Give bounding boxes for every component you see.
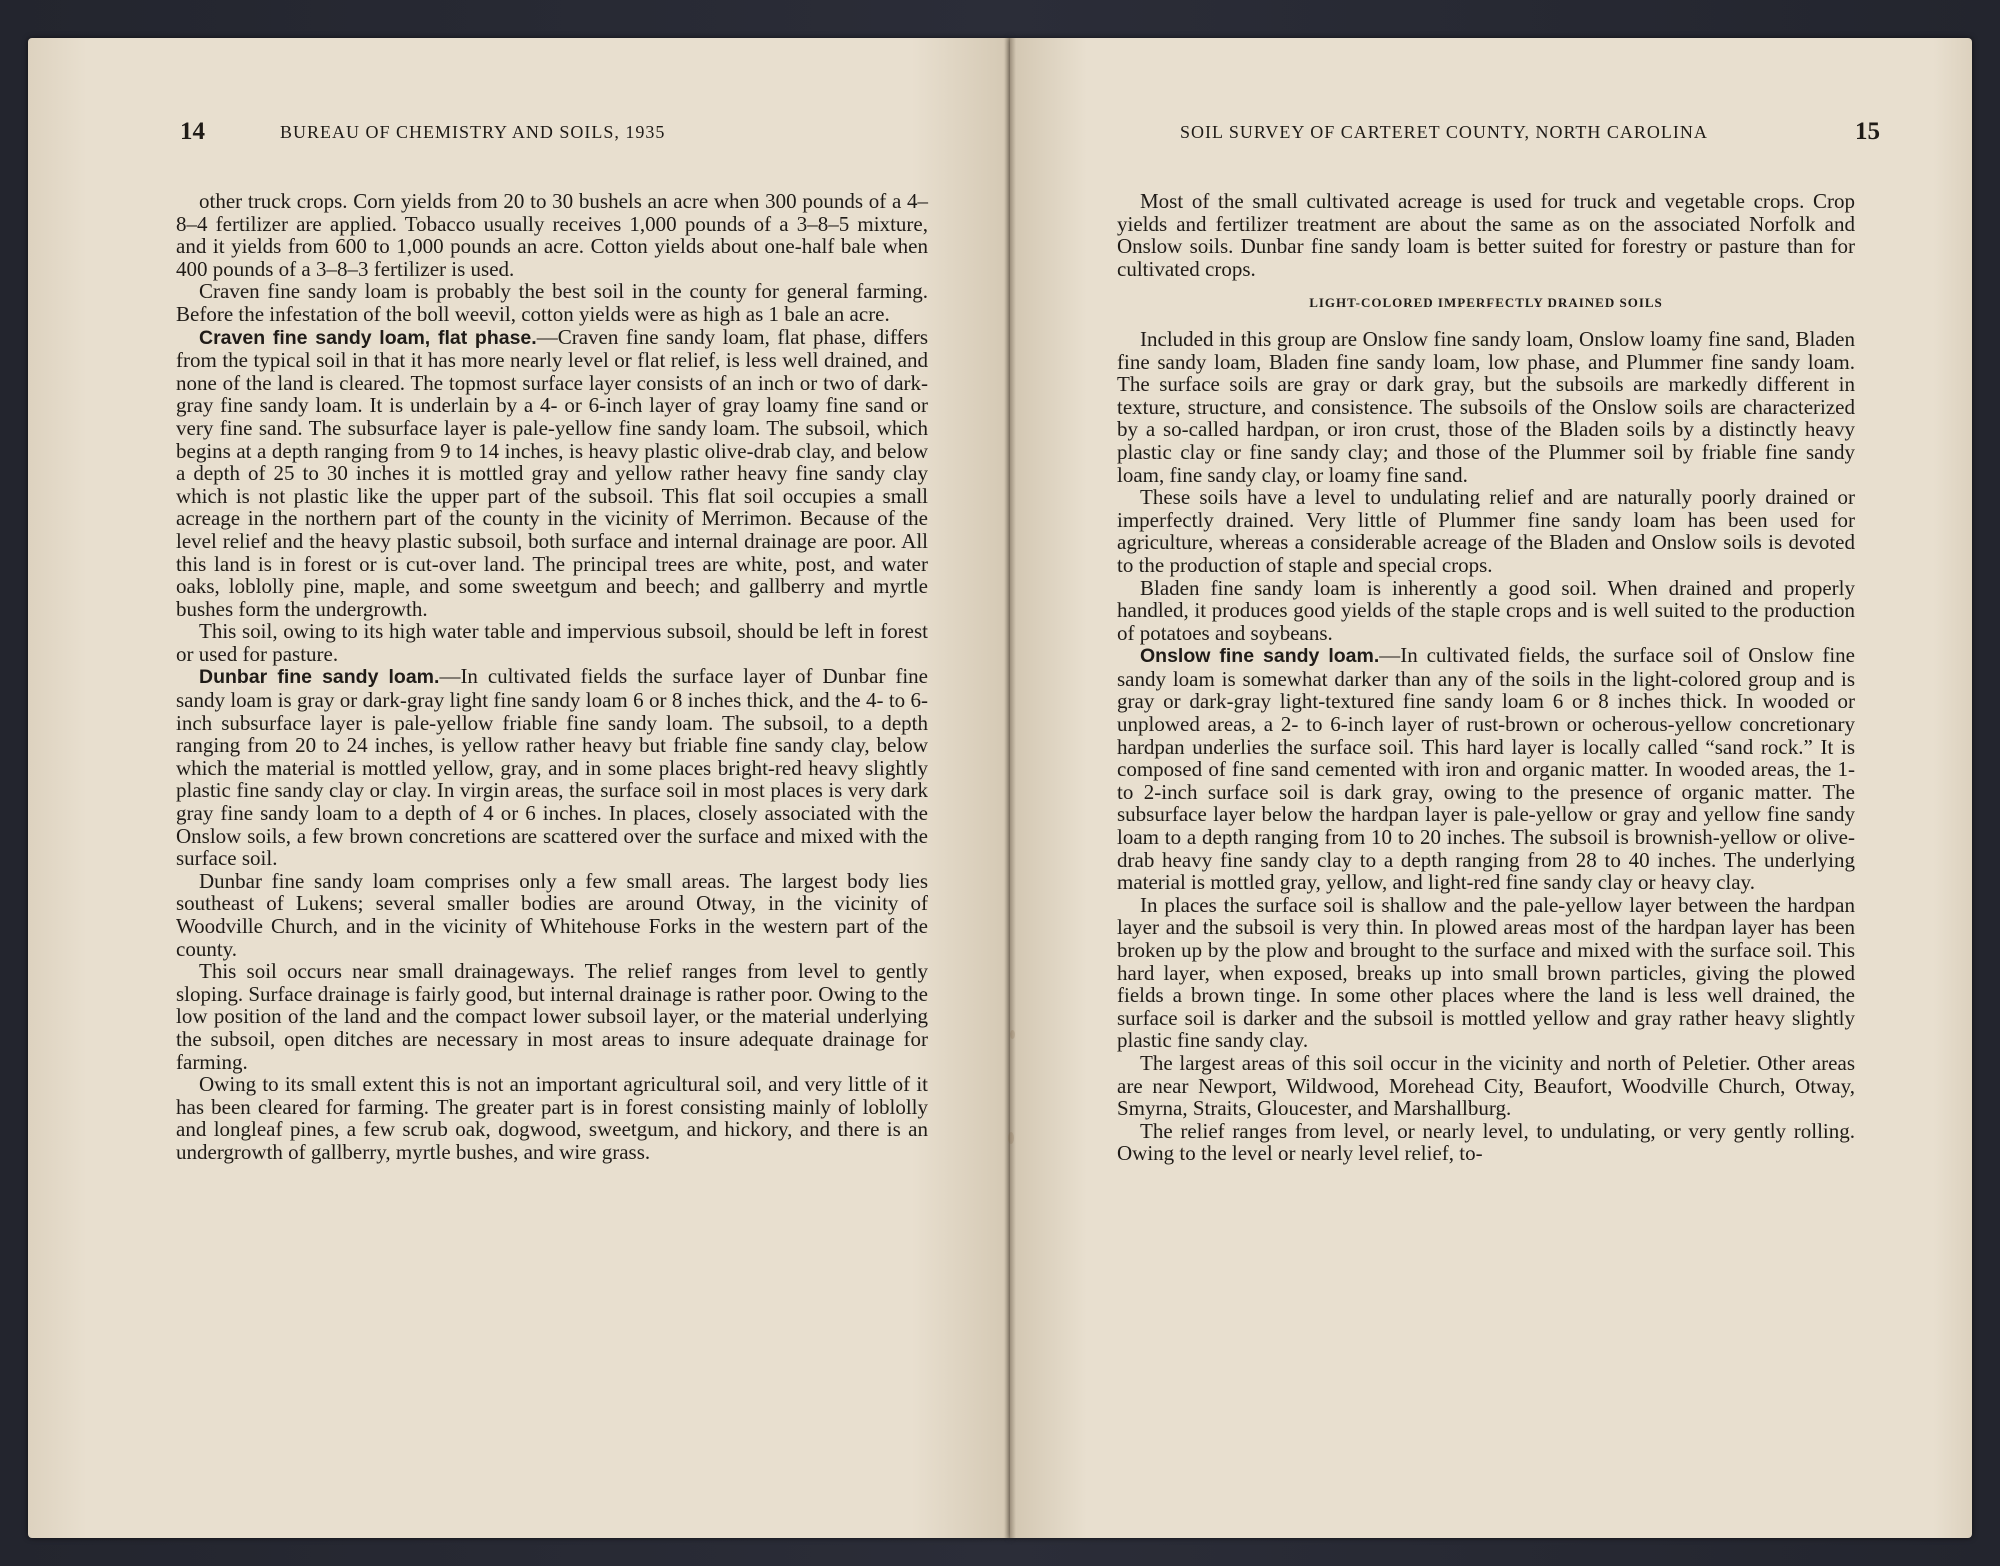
left-page	[28, 38, 1010, 1538]
paragraph	[176, 190, 928, 280]
book-gutter	[1004, 38, 1016, 1538]
paragraph-text: This soil occurs near small drainageways. The relief ranges from level to gently sloping. Surface drainage is fairly good, but internal drainage is rather poor. Owing to the low position of the land and the compact lower subsoil layer, or the material underlying the subsoil, open ditches are necessary in most areas to insure adequate drainage for farming.	[176, 959, 928, 1074]
paragraph-text: Craven fine sandy loam is probably the best soil in the county for general farming. Before the infestation of the boll weevil, cotton yields were as high as 1 bale an acre.	[176, 279, 928, 326]
paragraph	[1117, 328, 1855, 486]
paragraph-text: —Craven fine sandy loam, flat phase, differs from the typical soil in that it has more nearly level or flat relief, is less well drained, and none of the land is cleared. The topmost surface layer consists of an inch or two of dark-gray fine sandy loam. It is underlain by a 4- or 6-inch layer of gray loamy fine sand or very fine sand. The subsurface layer is pale-yellow fine sandy loam. The subsoil, which begins at a depth ranging from 9 to 14 inches, is heavy plastic olive-drab clay, and below a depth of 25 to 30 inches it is mottled gray and yellow rather heavy fine sandy clay which is not plastic like the upper part of the subsoil. This flat soil occupies a small acreage in the northern part of the county in the vicinity of Merrimon. Because of the level relief and the heavy plastic subsoil, both surface and internal drainage are poor. All this land is in forest or is cut-over land. The principal trees are white, post, and water oaks, loblolly pine, maple, and some sweetgum and beech; and gallberry and myrtle bushes form the undergrowth.	[176, 324, 929, 621]
paragraph	[176, 1073, 928, 1163]
paragraph-text: The largest areas of this soil occur in the vicinity and north of Peletier. Other areas are near Newport, Wildwood, Morehead City, Beaufort, Woodville Church, Otway, Smyrna, Straits, Gloucester, and Marshallburg.	[1117, 1050, 1855, 1121]
paper-mark	[1010, 1030, 1015, 1039]
right-running-head: SOIL SURVEY OF CARTERET COUNTY, NORTH CAROLINA	[1180, 122, 1708, 142]
right-page	[1010, 38, 1972, 1538]
right-section-paragraphs	[1117, 328, 1855, 1165]
paragraph-text: —In cultivated fields, the surface soil of Onslow fine sandy loam is somewhat darker than any of the soils in the light-colored group and is gray or dark-gray light-textured fine sandy loam 6 or 8 inches thick. In wooded or unplowed areas, a 2- to 6-inch layer of rust-brown or ocherous-yellow concretionary hardpan underlies the surface soil. This hard layer is locally called “sand rock.” It is composed of fine sand cemented with iron and organic matter. In wooded areas, the 1- to 2-inch surface soil is dark gray, owing to the presence of organic matter. The subsurface layer below the hardpan layer is pale-yellow or gray and yellow fine sandy loam to a depth ranging from 10 to 20 inches. The subsoil is brownish-yellow or olive-drab heavy fine sandy clay to a depth ranging from 28 to 40 inches. The underlying material is mottled gray, yellow, and light-red fine sandy clay or heavy clay.	[1117, 643, 1856, 895]
right-intro-paragraph: Most of the small cultivated acreage is used for truck and vegetable crops. Crop yields and fertilizer treatment are about the same as on the associated Norfolk and Onslow soils. Dunbar fine sandy loam is better suited for forestry or pasture than for cultivated crops.	[1117, 189, 1855, 281]
paragraph	[1117, 644, 1855, 894]
left-running-head: BUREAU OF CHEMISTRY AND SOILS, 1935	[280, 122, 666, 142]
paragraph	[176, 960, 928, 1073]
left-page-number: 14	[180, 118, 205, 145]
paragraph-text: other truck crops. Corn yields from 20 to 30 bushels an acre when 300 pounds of a 4–8–4 fertilizer are applied. Tobacco usually receives 1,000 pounds of a 3–8–5 mixture, and it yields from 600 to 1,000 pounds an acre. Cotton yields about one-half bale when 400 pounds of a 3–8–3 fertilizer is used.	[176, 189, 928, 281]
paragraph	[1117, 577, 1855, 645]
paragraph-text: This soil, owing to its high water table and impervious subsoil, should be left in forest or used for pasture.	[176, 619, 928, 666]
paragraph	[176, 870, 928, 960]
paragraph-lead-heading: Craven fine sandy loam, flat phase.	[199, 326, 537, 349]
left-page-body	[176, 190, 928, 1164]
paragraph	[176, 326, 928, 621]
paragraph	[1117, 486, 1855, 576]
right-page-header	[1180, 112, 1880, 152]
paragraph-text: —In cultivated fields the surface layer of Dunbar fine sandy loam is gray or dark-gray light fine sandy loam 6 or 8 inches thick, and the 4- to 6-inch subsurface layer is pale-yellow friable fine sandy loam. The subsoil, to a depth ranging from 20 to 24 inches, is yellow rather heavy but friable fine sandy clay, below which the material is mottled yellow, gray, and in some places bright-red heavy slightly plastic fine sandy clay or clay. In virgin areas, the surface soil in most places is very dark gray fine sandy loam to a depth of 4 or 6 inches. In places, closely associated with the Onslow soils, a few brown concretions are scattered over the surface and mixed with the surface soil.	[176, 664, 928, 871]
paragraph-text: In places the surface soil is shallow and the pale-yellow layer between the hardpan layer and the subsoil is very thin. In plowed areas most of the hardpan layer has been broken up by the plow and brought to the surface and mixed with the surface soil. This hard layer, when exposed, breaks up into small brown particles, giving the plowed fields a brown tinge. In some other places where the land is less well drained, the surface soil is darker and the subsoil is mottled yellow and gray rather heavy slightly plastic fine sandy clay.	[1117, 892, 1855, 1053]
section-heading: LIGHT-COLORED IMPERFECTLY DRAINED SOILS	[1309, 295, 1663, 311]
paragraph-text: Included in this group are Onslow fine sandy loam, Onslow loamy fine sand, Bladen fine sandy loam, Bladen fine sandy loam, low phase, and Plummer fine sandy loam. The surface soils are gray or dark gray, but the subsoils are markedly different in texture, structure, and consistence. The subsoils of the Onslow soils are characterized by a so-called hardpan, or iron crust, those of the Bladen soils by a distinctly heavy plastic clay or fine sandy clay; and those of the Plummer soil by friable fine sandy loam, fine sandy clay, or loamy fine sand.	[1117, 326, 1855, 487]
paragraph-text: The relief ranges from level, or nearly level, to undulating, or very gently rolling. Owing to the level or nearly level relief, to-	[1117, 1118, 1855, 1166]
paragraph-text: Dunbar fine sandy loam comprises only a few small areas. The largest body lies southeast of Lukens; several smaller bodies are around Otway, in the vicinity of Woodville Church, and in the vicinity of Whitehouse Forks in the western part of the county.	[176, 868, 928, 961]
paragraph-text: Owing to its small extent this is not an important agricultural soil, and very little of it has been cleared for farming. The greater part is in forest consisting mainly of loblolly and longleaf pines, a few scrub oak, dogwood, sweetgum, and hickory, and there is an undergrowth of gallberry, myrtle bushes, and wire grass.	[176, 1072, 928, 1164]
paragraph-text: Bladen fine sandy loam is inherently a good soil. When drained and properly handled, it produces good yields of the staple crops and is well suited to the production of potatoes and soybeans.	[1117, 575, 1855, 645]
paragraph-text: These soils have a level to undulating relief and are naturally poorly drained or imperfectly drained. Very little of Plummer fine sandy loam has been used for agriculture, whereas a considerable acreage of the Bladen and Onslow soils is devoted to the production of staple and special crops.	[1117, 485, 1855, 577]
paragraph-lead-heading: Onslow fine sandy loam.	[1140, 645, 1380, 668]
paragraph	[1117, 894, 1855, 1052]
paragraph	[1117, 1052, 1855, 1120]
paragraph	[1117, 1120, 1855, 1165]
paragraph-lead-heading: Dunbar fine sandy loam.	[199, 666, 440, 689]
paragraph	[176, 280, 928, 325]
paragraph	[176, 620, 928, 665]
paragraph	[176, 665, 928, 869]
left-page-header	[180, 112, 790, 152]
right-page-body	[1117, 190, 1855, 1165]
right-page-number: 15	[1855, 118, 1880, 145]
paper-mark	[1008, 1132, 1014, 1144]
